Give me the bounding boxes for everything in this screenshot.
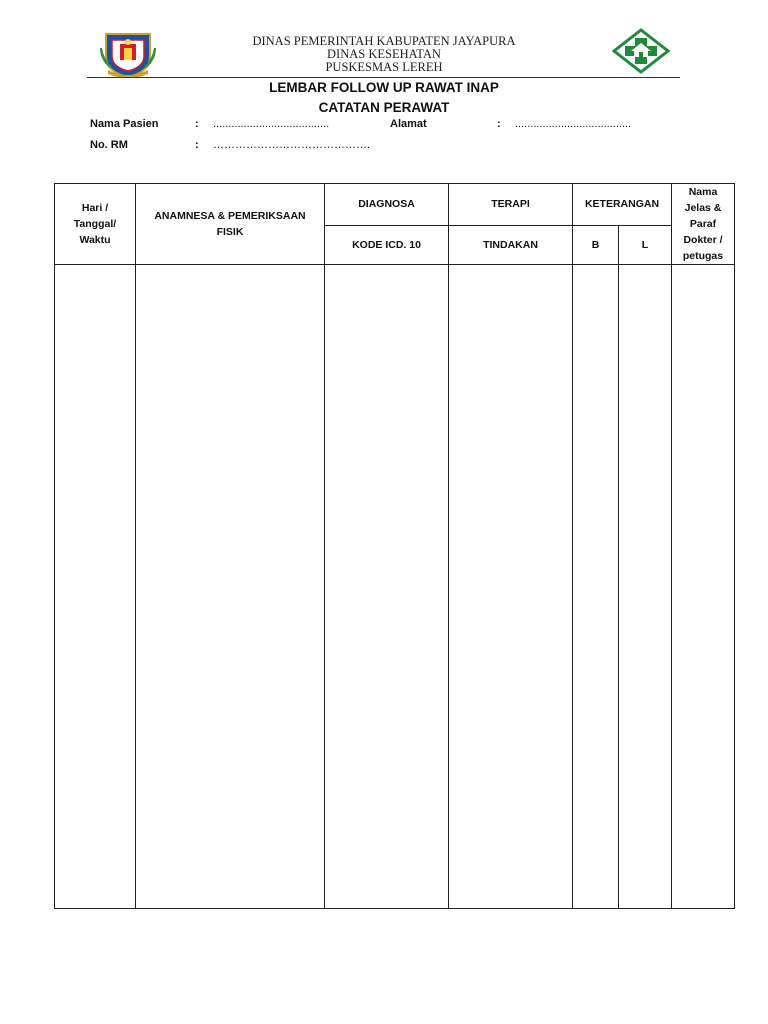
letterhead-divider [87, 77, 680, 78]
cell-kode-icd[interactable] [325, 265, 449, 909]
header-keterangan: KETERANGAN [573, 184, 672, 226]
header-tindakan: TINDAKAN [449, 225, 573, 265]
header-kode-icd: KODE ICD. 10 [325, 225, 449, 265]
header-diagnosa: DIAGNOSA [325, 184, 449, 226]
cell-hari-tanggal-waktu[interactable] [55, 265, 136, 909]
cell-nama-paraf[interactable] [672, 265, 735, 909]
nama-pasien-label: Nama Pasien [90, 118, 159, 130]
letterhead-line-3: PUSKESMAS LEREH [325, 60, 443, 74]
form-title: LEMBAR FOLLOW UP RAWAT INAP [269, 80, 499, 95]
no-rm-colon: : [195, 139, 199, 151]
header-nama-paraf: Nama Jelas & Paraf Dokter / petugas [672, 184, 735, 265]
form-subtitle: CATATAN PERAWAT [318, 100, 450, 115]
letterhead-line-2: DINAS KESEHATAN [327, 47, 441, 61]
nama-pasien-field[interactable]: ...................................... [213, 118, 330, 130]
header-hari-tanggal-waktu: Hari / Tanggal/ Waktu [55, 184, 136, 265]
nama-pasien-colon: : [195, 118, 199, 130]
cell-tindakan[interactable] [449, 265, 573, 909]
alamat-colon: : [497, 118, 501, 130]
letterhead-line-1: DINAS PEMERINTAH KABUPATEN JAYAPURA [252, 34, 516, 48]
follow-up-table [54, 183, 735, 909]
cell-anamnesa[interactable] [136, 265, 325, 909]
cell-b[interactable] [573, 265, 619, 909]
no-rm-label: No. RM [90, 139, 128, 151]
header-terapi: TERAPI [449, 184, 573, 226]
header-b: B [573, 225, 619, 265]
header-anamnesa: ANAMNESA & PEMERIKSAAN FISIK [136, 184, 325, 265]
puskesmas-green-cross-icon [611, 28, 671, 74]
no-rm-field[interactable]: ……………………………………. [213, 139, 371, 151]
alamat-field[interactable]: ...................................... [515, 118, 632, 130]
table-row [55, 265, 735, 909]
alamat-label: Alamat [390, 118, 427, 130]
cell-l[interactable] [619, 265, 672, 909]
header-l: L [619, 225, 672, 265]
